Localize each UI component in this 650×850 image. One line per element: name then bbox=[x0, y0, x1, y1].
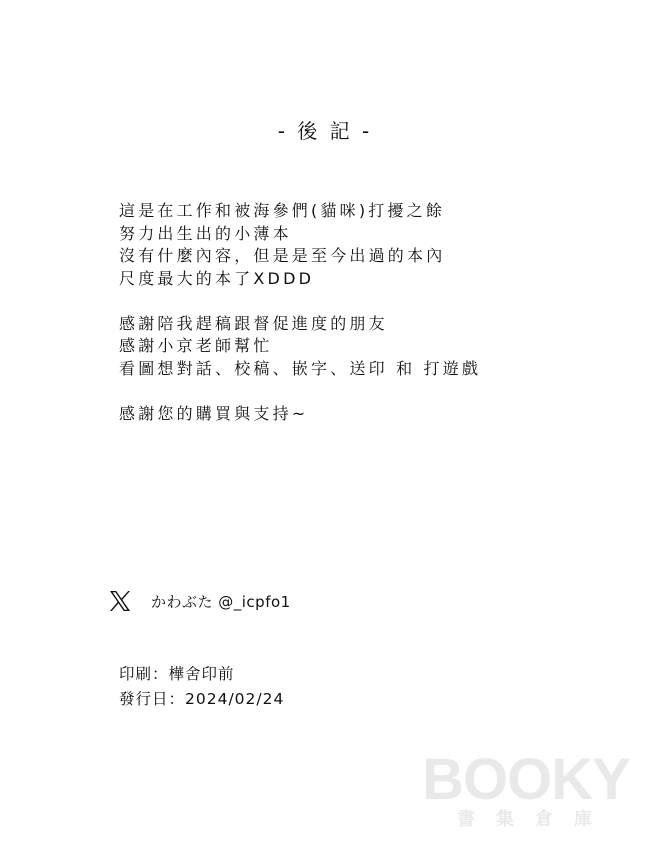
watermark bbox=[420, 747, 632, 832]
watermark-subtitle: 書集倉庫 bbox=[457, 809, 613, 830]
paragraph-gap bbox=[119, 290, 481, 313]
afterword-line: 這是在工作和被海參們(貓咪)打擾之餘 bbox=[119, 201, 446, 220]
watermark-logo: BOOKY bbox=[422, 747, 630, 812]
page-title: - 後 記 - bbox=[277, 119, 373, 143]
afterword-line: 感謝小京老師幫忙 bbox=[119, 336, 273, 355]
social-handle-row bbox=[109, 589, 291, 613]
afterword-text bbox=[119, 200, 481, 425]
paragraph-gap bbox=[119, 380, 481, 403]
afterword-line: 看圖想對話、校稿、嵌字、送印 和 打遊戲 bbox=[119, 358, 482, 378]
afterword-line: 感謝陪我趕稿跟督促進度的朋友 bbox=[119, 313, 388, 333]
afterword-line: 感謝您的購買與支持~ bbox=[119, 403, 309, 423]
social-handle-text: かわぶた @_icpfo1 bbox=[151, 592, 291, 611]
publish-date: 發行日：2024/02/24 bbox=[119, 690, 285, 708]
printing-info: 印刷：樺舍印前 bbox=[119, 665, 235, 683]
x-logo-icon bbox=[109, 590, 131, 612]
afterword-line: 努力出生出的小薄本 bbox=[119, 223, 292, 243]
afterword-line: 沒有什麼內容，但是是至今出過的本內 bbox=[119, 246, 446, 265]
afterword-line: 尺度最大的本了XDDD bbox=[119, 268, 315, 288]
colophon bbox=[119, 662, 284, 712]
